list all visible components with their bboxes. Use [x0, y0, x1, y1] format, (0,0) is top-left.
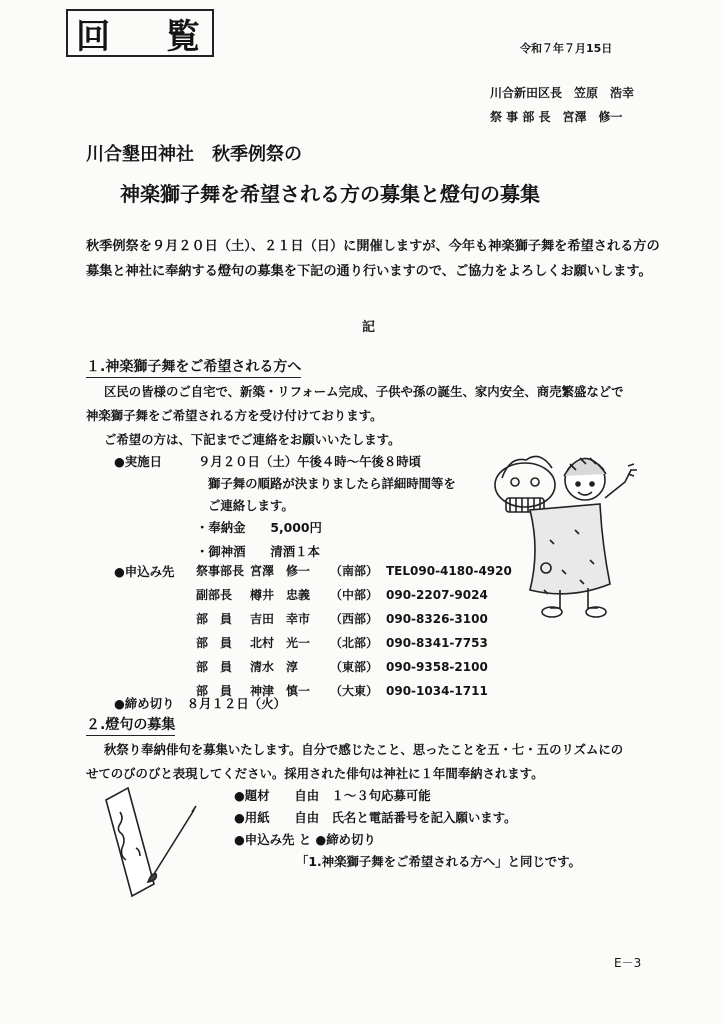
date-value: ９月２０日（土）午後４時～午後８時頃	[198, 454, 422, 469]
contact-name: 吉田 幸市	[250, 612, 311, 626]
contact-tel: 090-8341-7753	[386, 636, 488, 650]
contact-name: 清水 淳	[250, 660, 299, 674]
haiku-apply: ●申込み先 と ●締め切り	[234, 832, 376, 847]
section2-heading: ２.燈句の募集	[86, 714, 175, 736]
section1-text2: 神楽獅子舞をご希望される方を受け付けております。	[86, 408, 383, 423]
contact-tel: 090-2207-9024	[386, 588, 488, 602]
contact-area: （北部）	[330, 636, 379, 650]
title-line2: 神楽獅子舞を希望される方の募集と燈句の募集	[120, 182, 540, 206]
contact-tel: TEL090-4180-4920	[386, 564, 512, 578]
title-line1: 川合墾田神社 秋季例祭の	[86, 144, 302, 165]
circular-label: 回 覧	[66, 9, 214, 57]
contact-area: （東部）	[330, 660, 379, 674]
contact-area: （西部）	[330, 612, 379, 626]
contact-position: 副部長	[196, 588, 233, 602]
contact-area: （南部）	[330, 564, 379, 578]
contact-name: 宮澤 修一	[250, 564, 311, 578]
contact-position: 部 員	[196, 636, 233, 650]
contact-row	[196, 586, 488, 603]
page-number: E－3	[614, 956, 642, 970]
section2-text1: 秋祭り奉納俳句を募集いたします。自分で感じたこと、思ったことを五・七・五のリズムにの	[104, 742, 624, 757]
date-label: ●実施日	[114, 454, 162, 469]
section1-heading: １.神楽獅子舞をご希望される方へ	[86, 356, 301, 378]
contact-area: （大東）	[330, 684, 379, 698]
contact-label: ●申込み先	[114, 564, 175, 579]
schedule-note2: ご連絡します。	[208, 498, 294, 513]
contact-row	[196, 658, 488, 675]
ki-mark: 記	[362, 320, 376, 335]
tanzaku-brush-illustration	[96, 782, 206, 902]
contact-row	[196, 610, 488, 627]
haiku-same-as: 「1.神楽獅子舞をご希望される方へ」と同じです。	[296, 854, 581, 869]
contact-tel: 090-8326-3100	[386, 612, 488, 626]
section1-text3: ご希望の方は、下記までご連絡をお願いいたします。	[104, 432, 401, 447]
deadline: ●締め切り ８月１２日（火）	[114, 696, 286, 711]
sender-festival-head: 祭 事 部 長 宮澤 修一	[490, 110, 623, 124]
haiku-theme: ●題材 自由 １～３句応募可能	[234, 788, 431, 803]
contact-name: 神津 慎一	[250, 684, 311, 698]
haiku-paper: ●用紙 自由 氏名と電話番号を記入願います。	[234, 810, 517, 825]
intro-paragraph: 秋季例祭を９月２０日（土）、２１日（日）に開催しますが、今年も神楽獅子舞を希望される方の募集と神社に奉納する燈句の募集を下記の通り行いますので、ご協力をよろしくお願いします。	[86, 239, 660, 279]
contact-tel: 090-1034-1711	[386, 684, 488, 698]
section1-text1: 区民の皆様のご自宅で、新築・リフォーム完成、子供や孫の誕生、家内安全、商売繁盛などで	[104, 384, 624, 399]
section2-text2: せてのびのびと表現してください。採用された俳句は神社に１年間奉納されます。	[86, 766, 544, 781]
sender-district-head: 川合新田区長 笠原 浩幸	[490, 86, 635, 100]
contact-area: （中部）	[330, 588, 379, 602]
offering-fee: ・奉納金 5,000円	[196, 520, 322, 535]
document-date: 令和７年７月15日	[520, 42, 613, 55]
contact-tel: 090-9358-2100	[386, 660, 488, 674]
lion-dance-illustration	[480, 440, 650, 630]
offering-sake: ・御神酒 清酒１本	[196, 544, 320, 559]
contact-row	[196, 634, 488, 651]
schedule-note1: 獅子舞の順路が決まりましたら詳細時間等を	[208, 476, 456, 491]
contact-position: 祭事部長	[196, 564, 245, 578]
contact-name: 北村 光一	[250, 636, 311, 650]
contact-position: 部 員	[196, 660, 233, 674]
contact-position: 部 員	[196, 612, 233, 626]
contact-row	[196, 562, 512, 579]
contact-name: 樽井 忠義	[250, 588, 311, 602]
contact-position: 部 員	[196, 684, 233, 698]
